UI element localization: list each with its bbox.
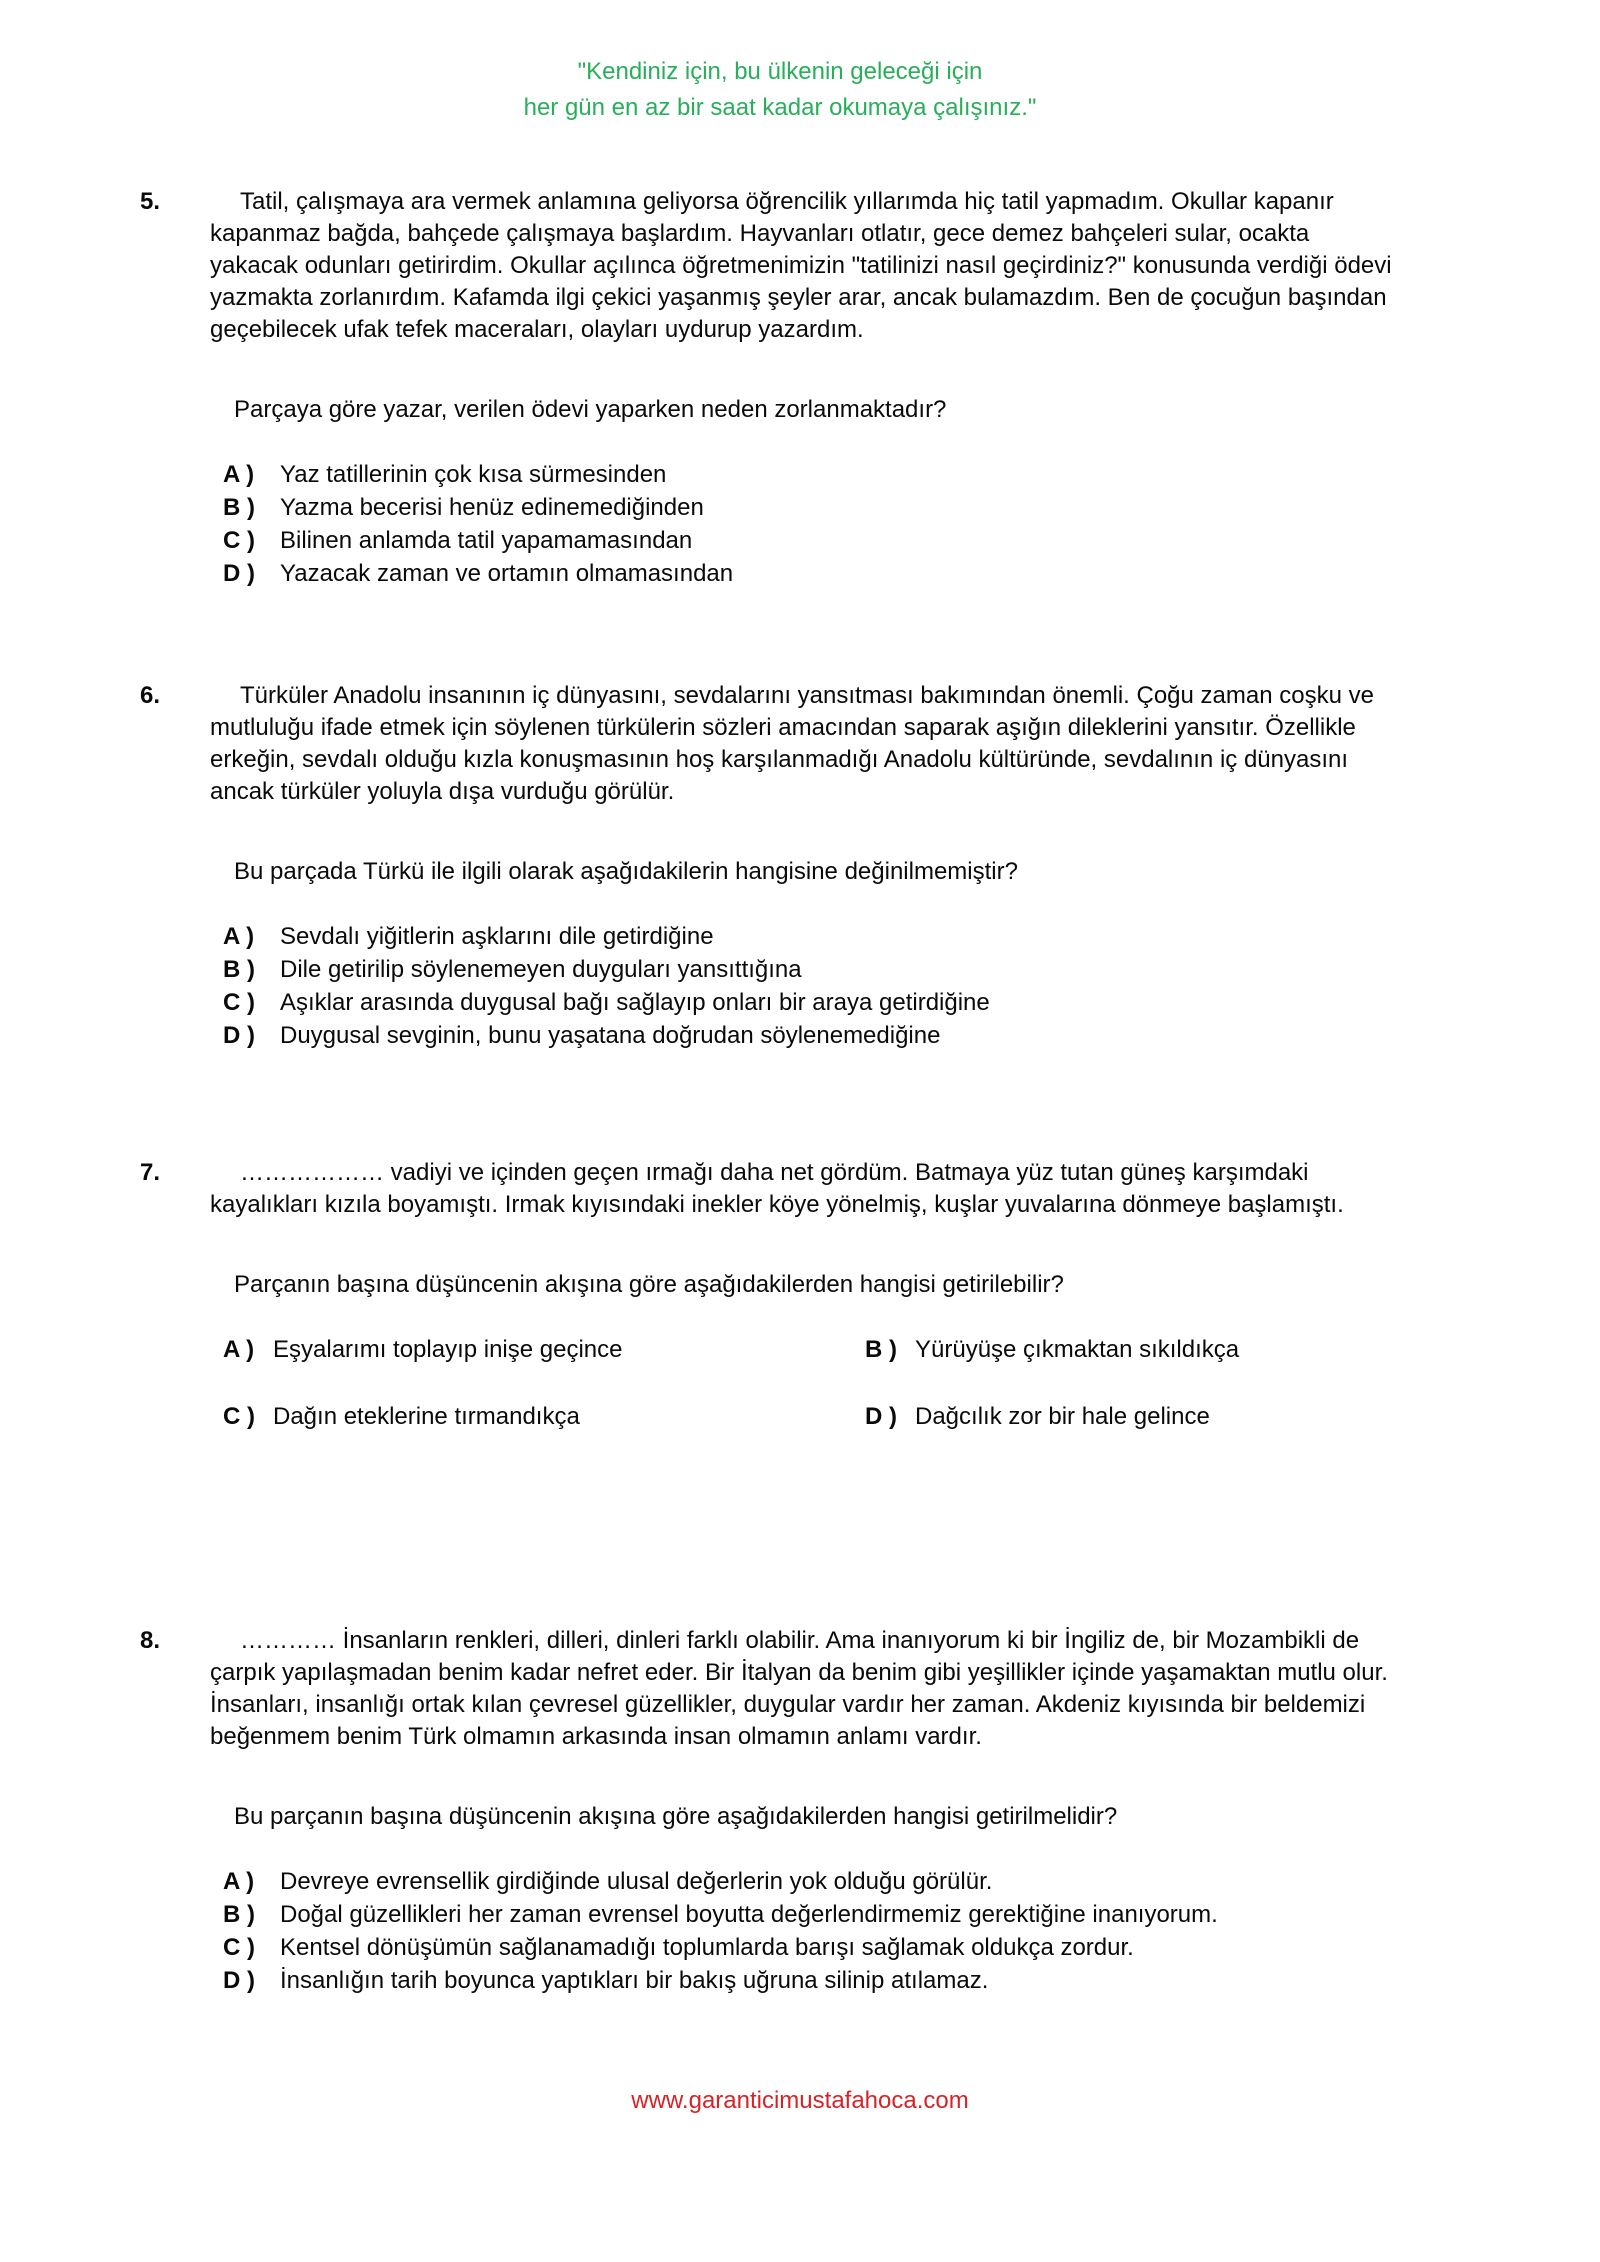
header-quote-line-2: her gün en az bir saat kadar okumaya çalışınız." bbox=[523, 94, 1037, 121]
question-6-number: 6. bbox=[140, 682, 161, 709]
option-letter: B ) bbox=[223, 494, 255, 521]
option-row bbox=[223, 524, 1402, 557]
option-row bbox=[223, 1333, 865, 1366]
option-row bbox=[223, 1019, 1402, 1052]
option-text: Yaz tatillerinin çok kısa sürmesinden bbox=[280, 461, 667, 488]
question-7-body bbox=[210, 1157, 1402, 1433]
option-text: Sevdalı yiğitlerin aşklarını dile getirdiğine bbox=[280, 923, 714, 950]
question-7-options bbox=[223, 1333, 1402, 1433]
question-7-passage: ……………… vadiyi ve içinden geçen ırmağı daha net gördüm. Batmaya yüz tutan güneş karşımdaki kayalıkları kızıla boyamıştı. Irmak kıyısındaki inekler köye yönelmiş, kuşlar yuvalarına dönmeye başlamıştı. bbox=[210, 1159, 1344, 1218]
header-quote bbox=[0, 0, 1560, 126]
option-text: İnsanlığın tarih boyunca yaptıkları bir bakış uğruna silinip atılamaz. bbox=[280, 1967, 989, 1994]
question-5-stem: Parçaya göre yazar, verilen ödevi yaparken neden zorlanmaktadır? bbox=[234, 396, 947, 423]
question-5-options bbox=[223, 458, 1402, 590]
option-row bbox=[223, 1400, 865, 1433]
option-text: Bilinen anlamda tatil yapamamasından bbox=[280, 527, 693, 554]
option-letter: C ) bbox=[223, 1403, 255, 1430]
option-letter: D ) bbox=[223, 560, 255, 587]
question-8 bbox=[140, 1625, 1600, 1997]
option-row bbox=[223, 1931, 1402, 1964]
option-letter: C ) bbox=[223, 527, 255, 554]
option-letter: D ) bbox=[223, 1022, 255, 1049]
option-row bbox=[223, 458, 1402, 491]
option-row bbox=[223, 920, 1402, 953]
option-row bbox=[223, 1964, 1402, 1997]
option-row bbox=[223, 953, 1402, 986]
question-7 bbox=[140, 1157, 1600, 1433]
option-letter: A ) bbox=[223, 461, 255, 488]
option-row bbox=[223, 557, 1402, 590]
option-letter: A ) bbox=[223, 1868, 255, 1895]
option-letter: B ) bbox=[223, 1901, 255, 1928]
question-6-body bbox=[210, 680, 1402, 1052]
question-6-passage: Türküler Anadolu insanının iç dünyasını, sevdalarını yansıtması bakımından önemli. Çoğu zaman coşku ve mutluluğu ifade etmek için söylenen türkülerin sözleri amacından saparak aşığın dileklerini yansıtır. Özellikle erkeğin, sevdalı olduğu kızla konuşmasının hoş karşılanmadığı Anadolu kültüründe, sevdalının iç dünyasını ancak türküler yoluyla dışa vurduğu görülür. bbox=[210, 682, 1374, 805]
option-text: Yazma becerisi henüz edinemediğinden bbox=[280, 494, 704, 521]
question-8-body bbox=[210, 1625, 1402, 1997]
option-text: Dağcılık zor bir hale gelince bbox=[915, 1403, 1210, 1430]
option-text: Devreye evrensellik girdiğinde ulusal değerlerin yok olduğu görülür. bbox=[280, 1868, 993, 1895]
option-letter: A ) bbox=[223, 923, 255, 950]
question-5-passage: Tatil, çalışmaya ara vermek anlamına geliyorsa öğrencilik yıllarımda hiç tatil yapmadım. Okullar kapanır kapanmaz bağda, bahçede çalışmaya başlardım. Hayvanları otlatır, gece demez bahçeleri sular, ocakta yakacak odunları getirirdim. Okullar açılınca öğretmenimizin "tatilinizi nasıl geçirdiniz?" konusunda verdiği ödevi yazmakta zorlanırdım. Kafamda ilgi çekici yaşanmış şeyler arar, ancak bulamazdım. Ben de çocuğun başından geçebilecek ufak tefek maceraları, olayları uydurup yazardım. bbox=[210, 188, 1392, 343]
option-row bbox=[865, 1333, 1402, 1366]
question-5-body bbox=[210, 186, 1402, 590]
option-row bbox=[223, 1898, 1402, 1931]
question-7-number: 7. bbox=[140, 1159, 161, 1186]
option-row bbox=[223, 491, 1402, 524]
option-letter: C ) bbox=[223, 989, 255, 1016]
question-7-stem: Parçanın başına düşüncenin akışına göre aşağıdakilerden hangisi getirilebilir? bbox=[234, 1271, 1064, 1298]
option-text: Dağın eteklerine tırmandıkça bbox=[273, 1403, 580, 1430]
page-footer bbox=[0, 2085, 1600, 2117]
option-text: Kentsel dönüşümün sağlanamadığı toplumlarda barışı sağlamak oldukça zordur. bbox=[280, 1934, 1134, 1961]
option-text: Aşıklar arasında duygusal bağı sağlayıp onları bir araya getirdiğine bbox=[280, 989, 990, 1016]
option-text: Doğal güzellikleri her zaman evrensel boyutta değerlendirmemiz gerektiğine inanıyorum. bbox=[280, 1901, 1218, 1928]
question-5-number: 5. bbox=[140, 188, 161, 215]
question-6 bbox=[140, 680, 1600, 1052]
option-letter: C ) bbox=[223, 1934, 255, 1961]
question-6-options bbox=[223, 920, 1402, 1052]
option-text: Dile getirilip söylenemeyen duyguları yansıttığına bbox=[280, 956, 802, 983]
option-text: Yazacak zaman ve ortamın olmamasından bbox=[280, 560, 734, 587]
question-8-number: 8. bbox=[140, 1627, 161, 1654]
option-row bbox=[223, 986, 1402, 1019]
question-8-stem: Bu parçanın başına düşüncenin akışına göre aşağıdakilerden hangisi getirilmelidir? bbox=[234, 1803, 1118, 1830]
option-letter: D ) bbox=[865, 1403, 897, 1430]
question-8-passage: ………… İnsanların renkleri, dilleri, dinleri farklı olabilir. Ama inanıyorum ki bir İngiliz de, bir Mozambikli de çarpık yapılaşmadan benim kadar nefret eder. Bir İtalyan da benim gibi yeşillikler içinde yaşamaktan mutlu olur. İnsanları, insanlığı ortak kılan çevresel güzellikler, duygular vardır her zaman. Akdeniz kıyısında bir beldemizi beğenmem benim Türk olmamın arkasında insan olmamın anlamı vardır. bbox=[210, 1627, 1388, 1750]
option-letter: B ) bbox=[223, 956, 255, 983]
option-row bbox=[223, 1865, 1402, 1898]
option-text: Duygusal sevginin, bunu yaşatana doğrudan söylenemediğine bbox=[280, 1022, 941, 1049]
option-letter: A ) bbox=[223, 1336, 255, 1363]
question-5 bbox=[140, 186, 1600, 590]
footer-url[interactable]: www.garanticimustafahoca.com bbox=[631, 2087, 969, 2114]
question-8-options bbox=[223, 1865, 1402, 1997]
question-6-stem: Bu parçada Türkü ile ilgili olarak aşağıdakilerin hangisine değinilmemiştir? bbox=[234, 858, 1018, 885]
option-letter: B ) bbox=[865, 1336, 897, 1363]
option-text: Eşyalarımı toplayıp inişe geçince bbox=[273, 1336, 623, 1363]
option-text: Yürüyüşe çıkmaktan sıkıldıkça bbox=[915, 1336, 1240, 1363]
header-quote-line-1: "Kendiniz için, bu ülkenin geleceği için bbox=[577, 58, 983, 85]
option-row bbox=[865, 1400, 1402, 1433]
option-letter: D ) bbox=[223, 1967, 255, 1994]
